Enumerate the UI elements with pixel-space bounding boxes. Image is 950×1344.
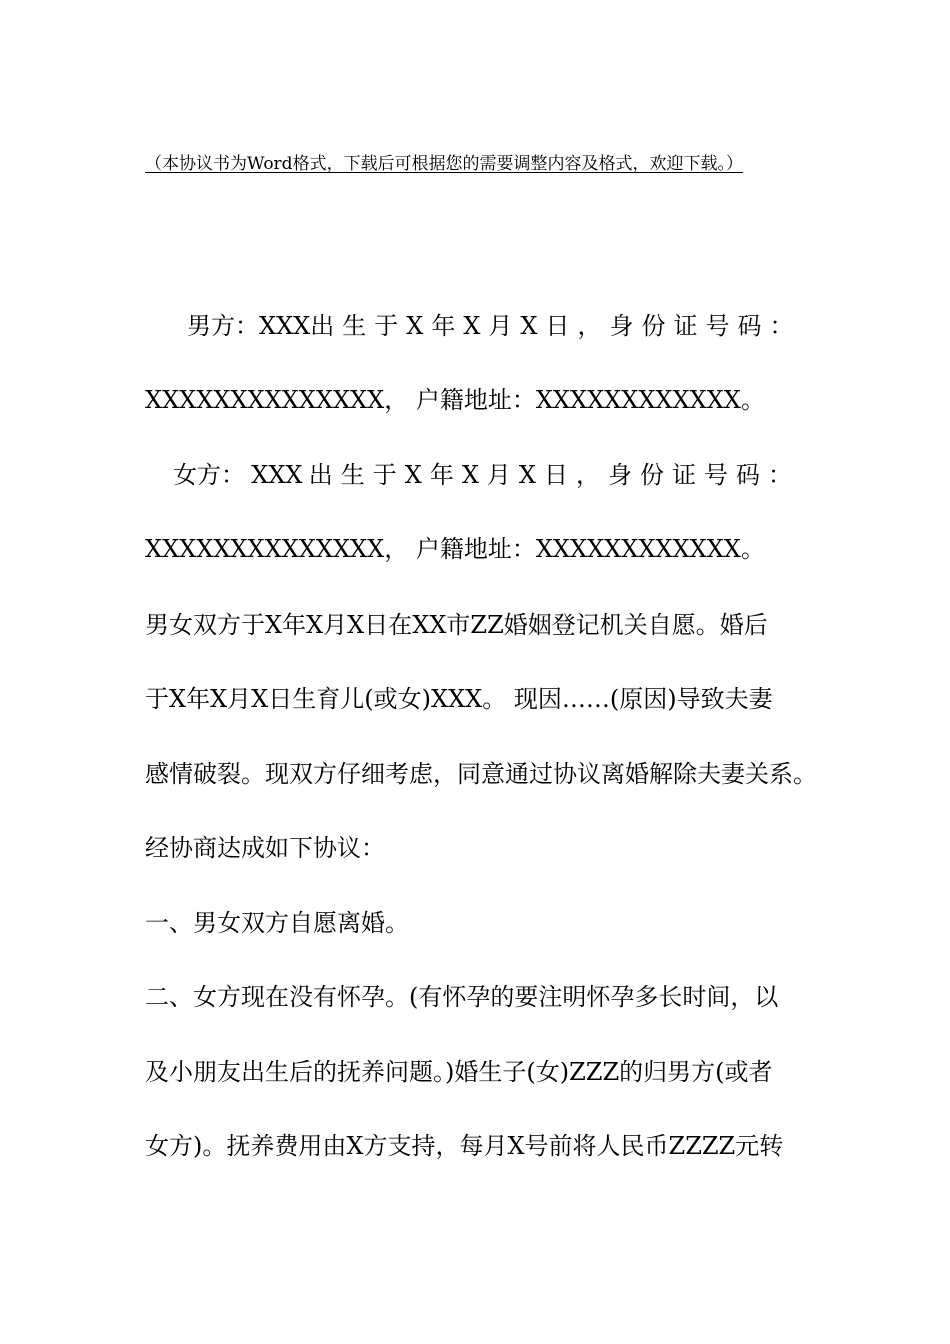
body-line: 感情破裂。现双方仔细考虑，同意通过协议离婚解除夫妻关系。 — [145, 760, 817, 788]
male-name: XXX — [259, 312, 311, 340]
format-note: （本协议书为Word格式，下载后可根据您的需要调整内容及格式，欢迎下载。） — [145, 154, 744, 174]
body-line: 及小朋友出生后的抚养问题。)婚生子(女)ZZZ的归男方(或者 — [145, 1058, 773, 1086]
female-birth: 出生于X年X月X日，身份证号码： — [308, 461, 800, 489]
clause-one: 一、男女双方自愿离婚。 — [145, 909, 409, 937]
body-line: 经协商达成如下协议： — [145, 834, 385, 862]
male-info-line — [145, 311, 800, 341]
female-label: 女方： — [173, 461, 245, 489]
male-id-address: XXXXXXXXXXXXXX， 户籍地址：XXXXXXXXXXXX。 — [145, 386, 765, 414]
body-line: 男女双方于X年X月X日在XX市ZZ婚姻登记机关自愿。婚后 — [145, 611, 768, 639]
body-line: 女方)。抚养费用由X方支持，每月X号前将人民币ZZZZ元转 — [145, 1132, 784, 1160]
female-id-address: XXXXXXXXXXXXXX， 户籍地址：XXXXXXXXXXXX。 — [145, 535, 765, 563]
female-name: XXX — [251, 461, 303, 489]
male-birth: 出生于X年X月X日，身份证号码： — [310, 312, 802, 340]
male-label: 男方： — [187, 312, 259, 340]
body-line: 于X年X月X日生育儿(或女)XXX。 现因……(原因)导致夫妻 — [145, 685, 773, 713]
female-info-line — [145, 460, 800, 490]
clause-two: 二、女方现在没有怀孕。(有怀孕的要注明怀孕多长时间，以 — [145, 983, 779, 1011]
